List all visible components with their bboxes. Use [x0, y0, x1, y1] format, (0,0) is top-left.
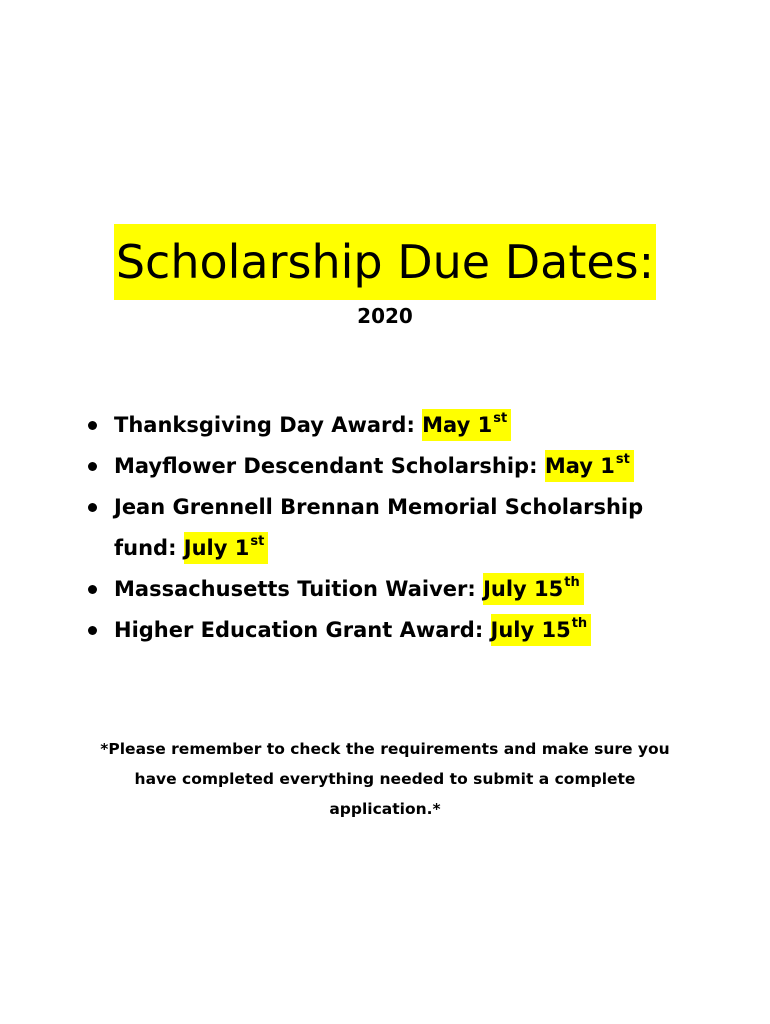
due-date-highlight [491, 614, 592, 646]
bullet-icon [88, 503, 97, 512]
due-date-highlight [184, 532, 269, 564]
date-ordinal-suffix: st [615, 452, 630, 467]
bullet-icon [88, 626, 97, 635]
bullet-icon [88, 462, 97, 471]
year-label: 2020 [357, 304, 413, 328]
date-ordinal-suffix: st [493, 411, 508, 426]
due-date-highlight [545, 450, 634, 482]
reminder-note: *Please remember to check the requirements and make sure you have completed everything needed to submit a complete application.* [100, 739, 670, 818]
due-date: July 1 [183, 536, 250, 560]
list-item [88, 405, 688, 446]
due-date: May 1 [422, 413, 493, 437]
list-item [88, 569, 688, 610]
scholarship-name: Thanksgiving Day Award: [114, 413, 423, 437]
scholarship-name: Massachusetts Tuition Waiver: [114, 577, 484, 601]
page-title: Scholarship Due Dates: [114, 224, 656, 300]
scholarship-name: Jean Grennell Brennan Memorial Scholarship fund: [114, 495, 644, 560]
due-date: July 15 [490, 618, 571, 642]
scholarship-name: Mayflower Descendant Scholarship: [114, 454, 545, 478]
list-item [88, 446, 688, 487]
list-item [88, 487, 674, 569]
date-ordinal-suffix: th [571, 616, 588, 631]
due-date: July 15 [483, 577, 564, 601]
date-ordinal-suffix: th [564, 575, 580, 590]
bullet-icon [88, 585, 97, 594]
list-item [88, 610, 688, 651]
scholarship-name: Higher Education Grant Award: [114, 618, 491, 642]
due-date: May 1 [544, 454, 615, 478]
due-date-highlight [483, 573, 584, 605]
scholarship-list [88, 405, 688, 651]
bullet-icon [88, 421, 97, 430]
due-date-highlight [422, 409, 511, 441]
date-ordinal-suffix: st [250, 534, 265, 549]
